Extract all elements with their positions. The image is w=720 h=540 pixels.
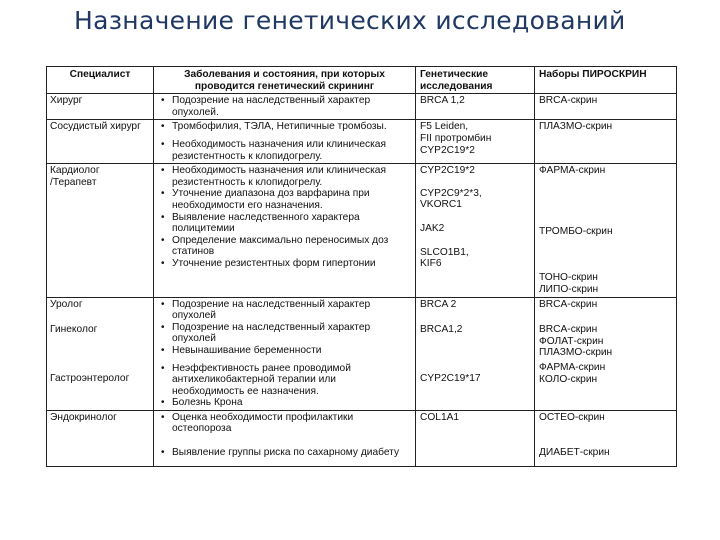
header-genetic-tests: Генетические исследования	[416, 67, 535, 94]
condition-item: • Подозрение на наследственный характер опухолей	[158, 299, 411, 322]
kit-item: ДИАБЕТ-скрин	[539, 447, 610, 459]
conditions-cell	[154, 410, 416, 466]
test-item: KIF6	[420, 258, 442, 270]
kit-item: ОСТЕО-скрин	[539, 411, 605, 423]
test-item: CYP2C19*17	[420, 372, 481, 384]
condition-item: • Неэффективность ранее проводимой антихеликобактерной терапии или необходимость ее назначения.	[158, 363, 411, 398]
table-row	[47, 120, 677, 164]
kit-item: BRCA-скрин	[539, 298, 598, 310]
kits-cell	[535, 410, 677, 466]
kit-item: BRCA-скрин	[539, 324, 598, 336]
conditions-cell	[154, 164, 416, 297]
kits-cell	[535, 164, 677, 297]
tests-cell	[416, 120, 535, 164]
genetic-tests-table	[46, 66, 677, 467]
test-item: FII протромбин	[420, 132, 492, 144]
condition-item: • Уточнение диапазона доз варфарина при необходимости его назначения.	[158, 188, 411, 211]
condition-item: • Уточнение резистентных форм гипертонии	[158, 258, 411, 270]
kits-cell	[535, 120, 677, 164]
kit-item: ФОЛАТ-скрин	[539, 335, 604, 347]
condition-item: • Невынашивание беременности	[158, 345, 411, 357]
kits-cell	[535, 94, 677, 120]
condition-item: • Необходимость назначения или клиническая резистентность к клопидогрелу.	[158, 139, 411, 162]
table-row	[47, 94, 677, 120]
page-title: Назначение генетических исследований	[74, 6, 626, 35]
test-item: COL1A1	[420, 411, 460, 423]
condition-item: • Выявление наследственного характера полицитемии	[158, 212, 411, 235]
table-header-row	[47, 67, 677, 94]
test-item: SLCO1B1,	[420, 246, 469, 258]
condition-item: • Болезнь Крона	[158, 397, 411, 409]
tests-cell	[416, 297, 535, 410]
conditions-cell	[154, 120, 416, 164]
test-item: VKORC1	[420, 199, 462, 211]
test-item: CYP2C9*2*3,	[420, 187, 482, 199]
tests-cell	[416, 164, 535, 297]
specialist-cell	[47, 297, 154, 410]
kit-item: ФАРМА-скрин	[539, 165, 606, 177]
kit-item: ТРОМБО-скрин	[539, 225, 613, 237]
table-row	[47, 164, 677, 297]
kit-item: BRCA-скрин	[539, 95, 598, 107]
condition-item: • Необходимость назначения или клиническая резистентность к клопидогрелу.	[158, 165, 411, 188]
condition-item: • Подозрение на наследственный характер опухолей	[158, 322, 411, 345]
specialist-cell	[47, 164, 154, 297]
table-row	[47, 297, 677, 410]
kit-item: ПЛАЗМО-скрин	[539, 121, 613, 133]
kit-item: ПЛАЗМО-скрин	[539, 347, 613, 359]
table-row	[47, 410, 677, 466]
header-conditions: Заболевания и состояния, при которых проводится генетический скрининг	[154, 67, 416, 94]
test-item: BRCA1,2	[420, 324, 463, 336]
specialist-name: /Терапевт	[50, 176, 97, 188]
test-item: CYP2C19*2	[420, 144, 475, 156]
specialist-cell	[47, 410, 154, 466]
specialist-name: Кардиолог	[50, 165, 100, 177]
specialist-name: Уролог	[50, 298, 83, 310]
test-item: CYP2C19*2	[420, 165, 475, 177]
condition-item: • Тромбофилия, ТЭЛА, Нетипичные тромбозы.	[158, 121, 411, 133]
conditions-cell	[154, 94, 416, 120]
specialist-cell	[47, 120, 154, 164]
specialist-name: Хирург	[50, 95, 83, 107]
condition-item: • Оценка необходимости профилактики остеопороза	[158, 412, 411, 435]
condition-item: • Выявление группы риска по сахарному диабету	[158, 447, 411, 459]
kit-item: ТОНО-скрин	[539, 272, 598, 284]
test-item: BRCA 1,2	[420, 95, 465, 107]
specialist-cell	[47, 94, 154, 120]
conditions-cell	[154, 297, 416, 410]
header-piroskrin-kits: Наборы ПИРОСКРИН	[535, 67, 677, 94]
condition-item: • Подозрение на наследственный характер опухолей.	[158, 95, 411, 118]
specialist-name: Сосудистый хирург	[50, 121, 141, 133]
kits-cell	[535, 297, 677, 410]
kit-item: ФАРМА-скрин	[539, 361, 606, 373]
kit-item: КОЛО-скрин	[539, 373, 598, 385]
test-item: JAK2	[420, 222, 445, 234]
kit-item: ЛИПО-скрин	[539, 283, 599, 295]
header-specialist: Специалист	[47, 67, 154, 94]
test-item: BRCA 2	[420, 298, 457, 310]
condition-item: • Определение максимально переносимых доз статинов	[158, 235, 411, 258]
specialist-name: Гинеколог	[50, 324, 98, 336]
specialist-name: Эндокринолог	[50, 411, 117, 423]
test-item: F5 Leiden,	[420, 121, 469, 133]
tests-cell	[416, 410, 535, 466]
specialist-name: Гастроэнтеролог	[50, 372, 130, 384]
tests-cell	[416, 94, 535, 120]
